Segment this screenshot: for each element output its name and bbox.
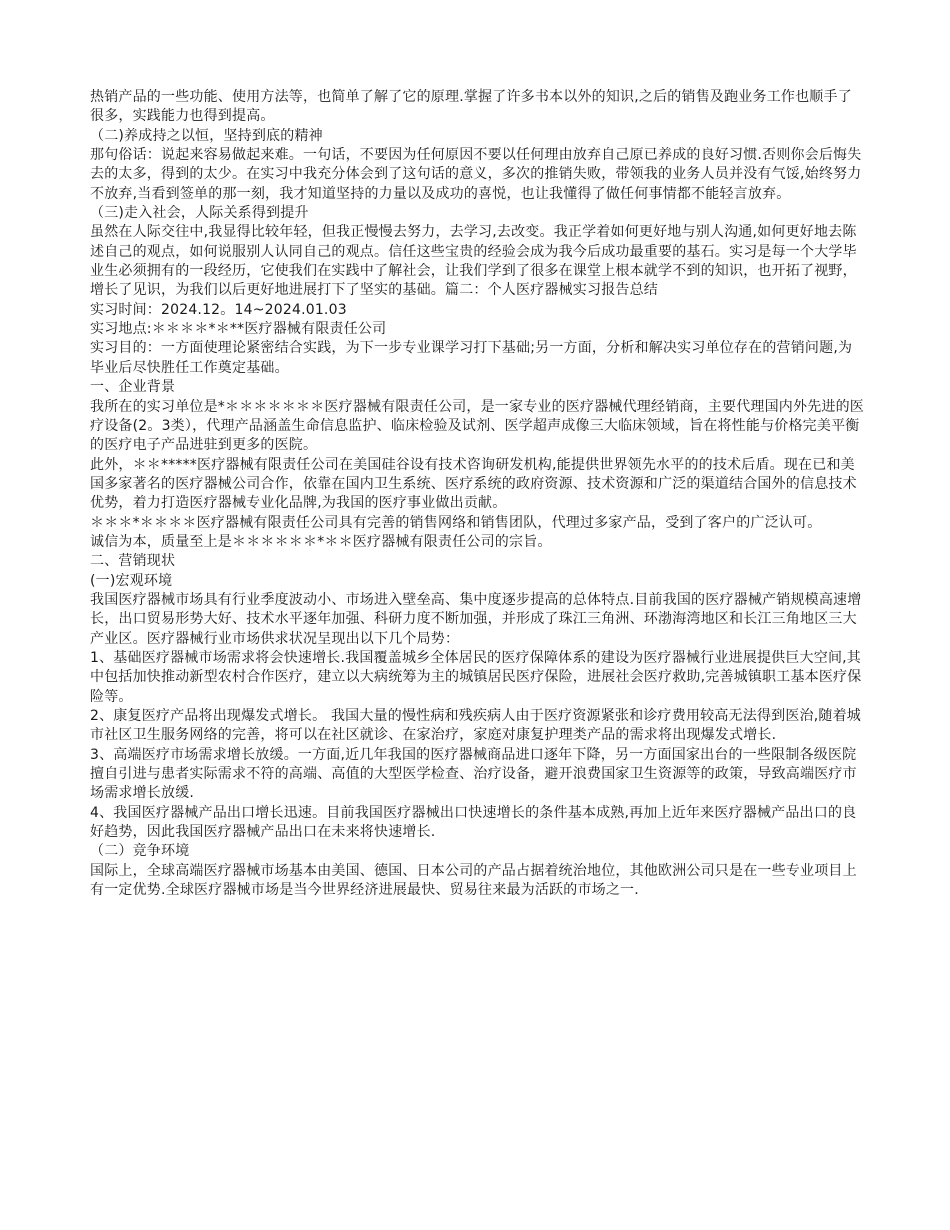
internship-location: 实习地点:＊＊＊＊*＊**医疗器械有限责任公司 [90,321,387,338]
paragraph-social-relations: 虽然在人际交往中,我显得比较年轻，但我正慢慢去努力，去学习,去改变。我正学着如何更好地与别人沟通,如何更好地去陈述自己的观点，如何说服别人认同自己的观点。信任这些宝贵的经验会成为我今后成功最重要的基石。实习是每一个大学毕业生必须拥有的一段经历，它使我们在实践中了解社会，让我们学到了很多在课堂上根本就学不到的知识，也开拓了视野，增长了见识，为我们以后更好地进展打下了坚实的基础。篇二：个人医疗器械实习报告总结 [90,224,857,299]
paragraph-competition: 国际上，全球高端医疗器械市场基本由美国、德国、日本公司的产品占据着统治地位，其他欧洲公司只是在一些专业项目上有一定优势.全球医疗器械市场是当今世界经济进展最快、贸易往来最为活跃的市场之一. [90,862,857,899]
paragraph-company-rd: 此外，＊＊*****医疗器械有限责任公司在美国硅谷设有技术咨询研发机构,能提供世界领先水平的的技术后盾。现在已和美国多家著名的医疗器械公司合作，依靠在国内卫生系统、医疗系统的政府资源、技术资源和广泛的渠道结合国外的信息技术优势，着力打造医疗器械专业化品牌,为我国的医疗事业做出贡献。 [90,456,857,512]
heading-macro-environment: (一)宏观环境 [90,572,173,589]
paragraph-company-network: ＊＊＊*＊＊＊＊医疗器械有限责任公司具有完善的销售网络和销售团队，代理过多家产品，受到了客户的广泛认可。 [90,514,822,531]
internship-purpose: 实习目的：一方面使理论紧密结合实践，为下一步专业课学习打下基础;另一方面，分析和解决实习单位存在的营销问题,为毕业后尽快胜任工作奠定基础。 [90,340,853,376]
heading-perseverance: （二)养成持之以恒，坚持到底的精神 [90,127,323,144]
heading-company-background: 一、企业背景 [90,379,176,396]
internship-time: 实习时间：2024.12。14~2024.01.03 [90,301,347,318]
paragraph-trend-2: 2、康复医疗产品将出现爆发式增长。 我国大量的慢性病和残疾病人由于医疗资源紧张和诊疗费用较高无法得到医治,随着城市社区卫生服务网络的完善，将可以在社区就诊、在家治疗，家庭对康复护理类产品的需求将出现爆发式增长. [90,708,862,744]
paragraph-trend-1: 1、基础医疗器械市场需求将会快速增长.我国覆盖城乡全体居民的医疗保障体系的建设为医疗器械行业进展提供巨大空间,其中包括加快推动新型农村合作医疗，建立以大病统筹为主的城镇居民医疗保险，进展社会医疗救助,完善城镇职工基本医疗保险等。 [90,649,862,705]
paragraph-practice-knowledge: 热销产品的一些功能、使用方法等，也简单了解了它的原理.掌握了许多书本以外的知识,之后的销售及跑业务工作也顺手了很多，实践能力也得到提高。 [90,89,852,125]
document-body [90,88,866,900]
heading-marketing-status: 二、营销现状 [90,553,176,570]
heading-social-relations: （三)走入社会，人际关系得到提升 [90,205,309,222]
paragraph-macro-environment: 我国医疗器械市场具有行业季度波动小、市场进入壁垒高、集中度逐步提高的总体特点.目前我国的医疗器械产销规模高速增长，出口贸易形势大好、技术水平逐年加强、科研力度不断加强，并形成了珠江三角洲、环渤海湾地区和长江三角地区三大产业区。医疗器械行业市场供求状况呈现出以下几个局势： [90,591,862,647]
heading-competition: （二）竞争环境 [90,843,190,860]
paragraph-company-motto: 诚信为本，质量至上是＊＊＊＊＊＊*＊＊医疗器械有限责任公司的宗旨。 [90,533,552,550]
paragraph-company-intro: 我所在的实习单位是*＊＊＊＊＊＊＊医疗器械有限责任公司，是一家专业的医疗器械代理经销商，主要代理国内外先进的医疗设备(2。3类），代理产品涵盖生命信息监护、临床检验及试剂、医学超声成像三大临床领域，旨在将性能与价格完美平衡的医疗电子产品进驻到更多的医院。 [90,398,864,454]
paragraph-trend-3: 3、高端医疗市场需求增长放缓。一方面,近几年我国的医疗器械商品进口逐年下降，另一方面国家出台的一些限制各级医院擅自引进与患者实际需求不符的高端、高值的大型医学检查、治疗设备，避开浪费国家卫生资源等的政策，导致高端医疗市场需求增长放缓. [90,746,857,802]
paragraph-perseverance: 那句俗话：说起来容易做起来难。一句话，不要因为任何原因不要以任何理由放弃自己原已养成的良好习惯.否则你会后悔失去的太多，得到的太少。在实习中我充分体会到了这句话的意义，多次的推销失败，带领我的业务人员并没有气馁,始终努力不放弃,当看到签单的那一刻，我才知道坚持的力量以及成功的喜悦，也让我懂得了做任何事情都不能轻言放弃。 [90,147,862,202]
paragraph-trend-4: 4、我国医疗器械产品出口增长迅速。目前我国医疗器械出口快速增长的条件基本成熟,再加上近年来医疗器械产品出口的良好趋势，因此我国医疗器械产品出口在未来将快速增长. [90,804,857,841]
